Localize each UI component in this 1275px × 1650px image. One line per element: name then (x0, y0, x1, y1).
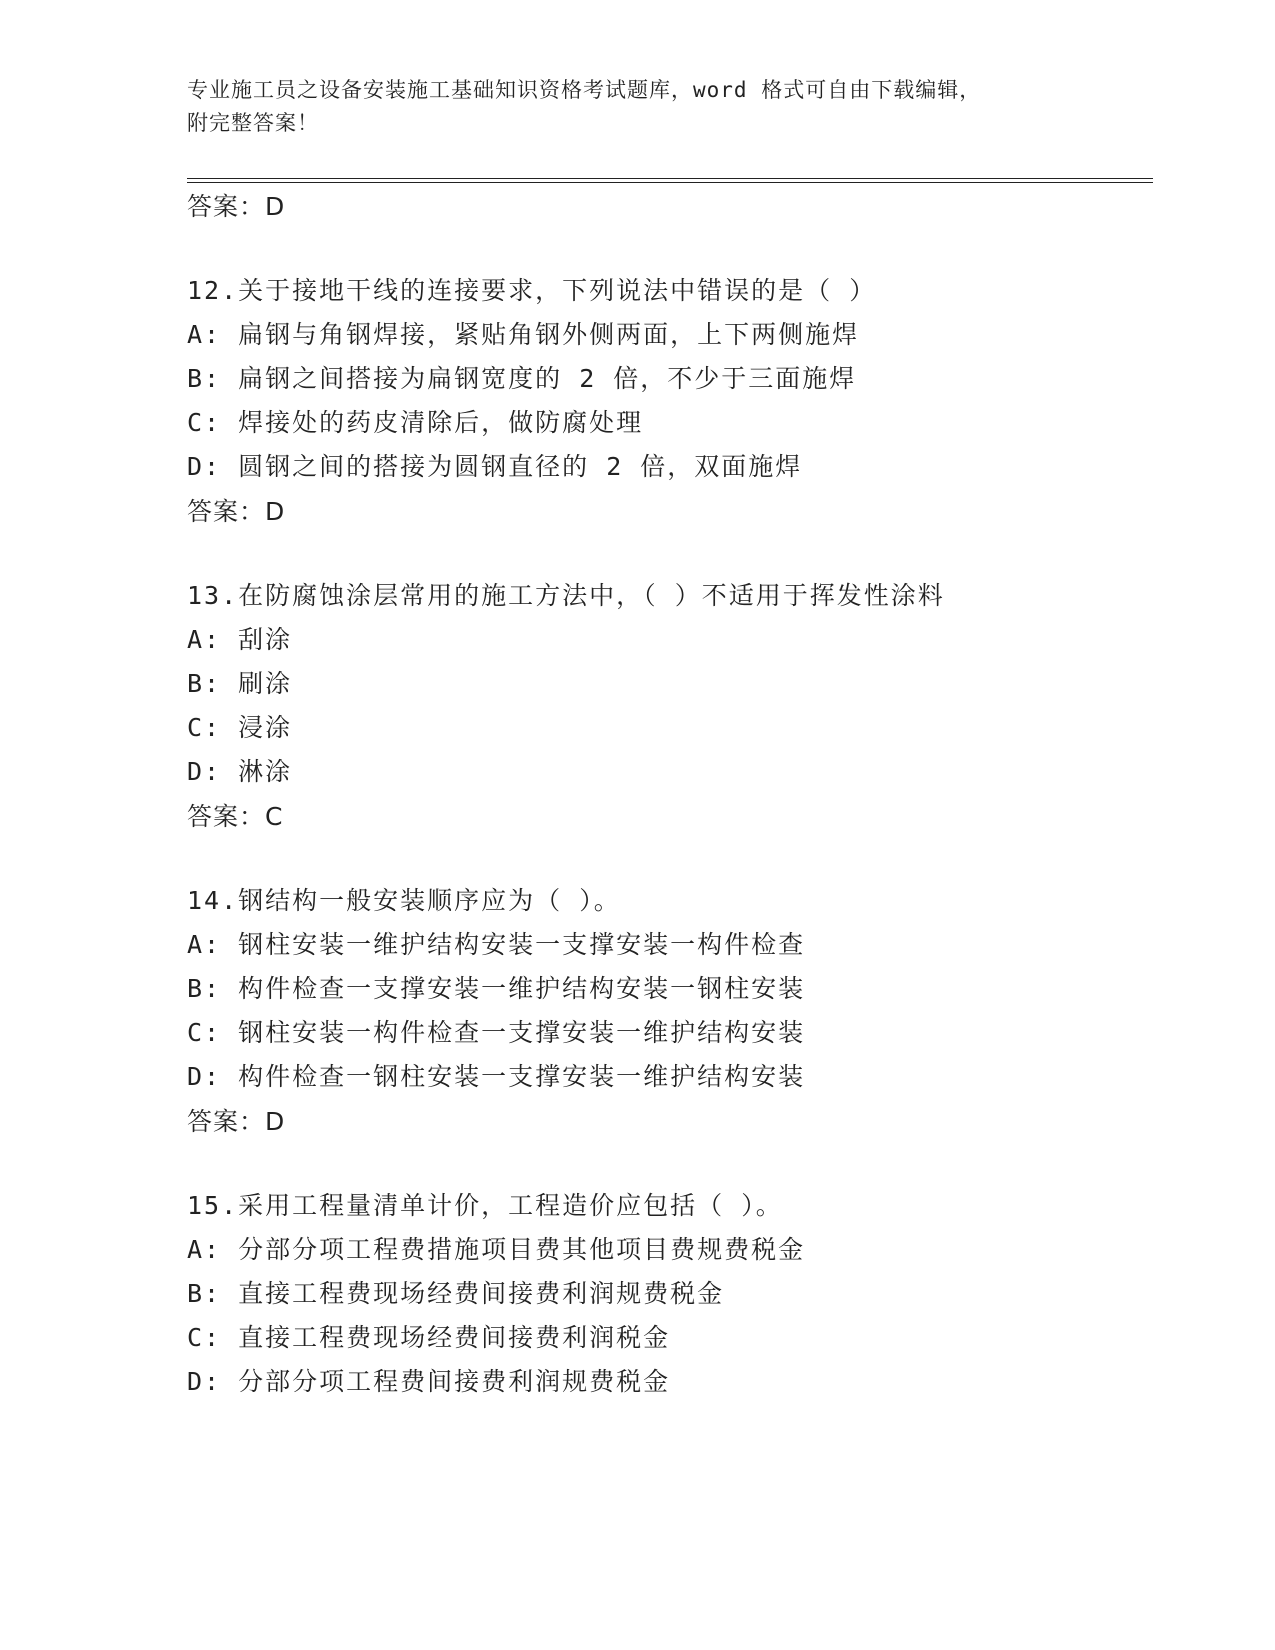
option-a: A: 刮涂 (187, 625, 293, 654)
option-d: D: 圆钢之间的搭接为圆钢直径的 2 倍，双面施焊 (187, 452, 803, 481)
option-b: B: 刷涂 (187, 669, 293, 698)
option-b: B: 扁钢之间搭接为扁钢宽度的 2 倍，不少于三面施焊 (187, 364, 857, 393)
answer: 答案：D (187, 497, 286, 526)
option-b: B: 直接工程费现场经费间接费利润规费税金 (187, 1279, 725, 1308)
option-c: C: 直接工程费现场经费间接费利润税金 (187, 1323, 671, 1352)
question-stem: 12.关于接地干线的连接要求，下列说法中错误的是（ ） (187, 276, 877, 305)
option-b: B: 构件检查一支撑安装一维护结构安装一钢柱安装 (187, 974, 806, 1003)
previous-answer: 答案：D (187, 192, 286, 221)
question-stem: 13.在防腐蚀涂层常用的施工方法中，（ ）不适用于挥发性涂料 (187, 581, 945, 610)
header-line-2: 附完整答案！ (187, 111, 319, 135)
header-divider-bottom (187, 182, 1153, 183)
option-c: C: 浸涂 (187, 713, 293, 742)
option-d: D: 淋涂 (187, 757, 293, 786)
option-a: A: 分部分项工程费措施项目费其他项目费规费税金 (187, 1235, 806, 1264)
header-line-1: 专业施工员之设备安装施工基础知识资格考试题库，word 格式可自由下载编辑， (187, 78, 982, 102)
option-a: A: 扁钢与角钢焊接，紧贴角钢外侧两面，上下两侧施焊 (187, 320, 860, 349)
option-c: C: 钢柱安装一构件检查一支撑安装一维护结构安装 (187, 1018, 806, 1047)
option-a: A: 钢柱安装一维护结构安装一支撑安装一构件检查 (187, 930, 806, 959)
document-header (187, 74, 1087, 140)
answer: 答案：D (187, 1107, 286, 1136)
question-stem: 15.采用工程量清单计价，工程造价应包括（ ）。 (187, 1191, 783, 1220)
option-d: D: 构件检查一钢柱安装一支撑安装一维护结构安装 (187, 1062, 806, 1091)
answer: 答案：C (187, 802, 284, 831)
option-d: D: 分部分项工程费间接费利润规费税金 (187, 1367, 671, 1396)
question-stem: 14.钢结构一般安装顺序应为（ ）。 (187, 886, 621, 915)
option-c: C: 焊接处的药皮清除后，做防腐处理 (187, 408, 644, 437)
header-divider-top (187, 178, 1153, 179)
